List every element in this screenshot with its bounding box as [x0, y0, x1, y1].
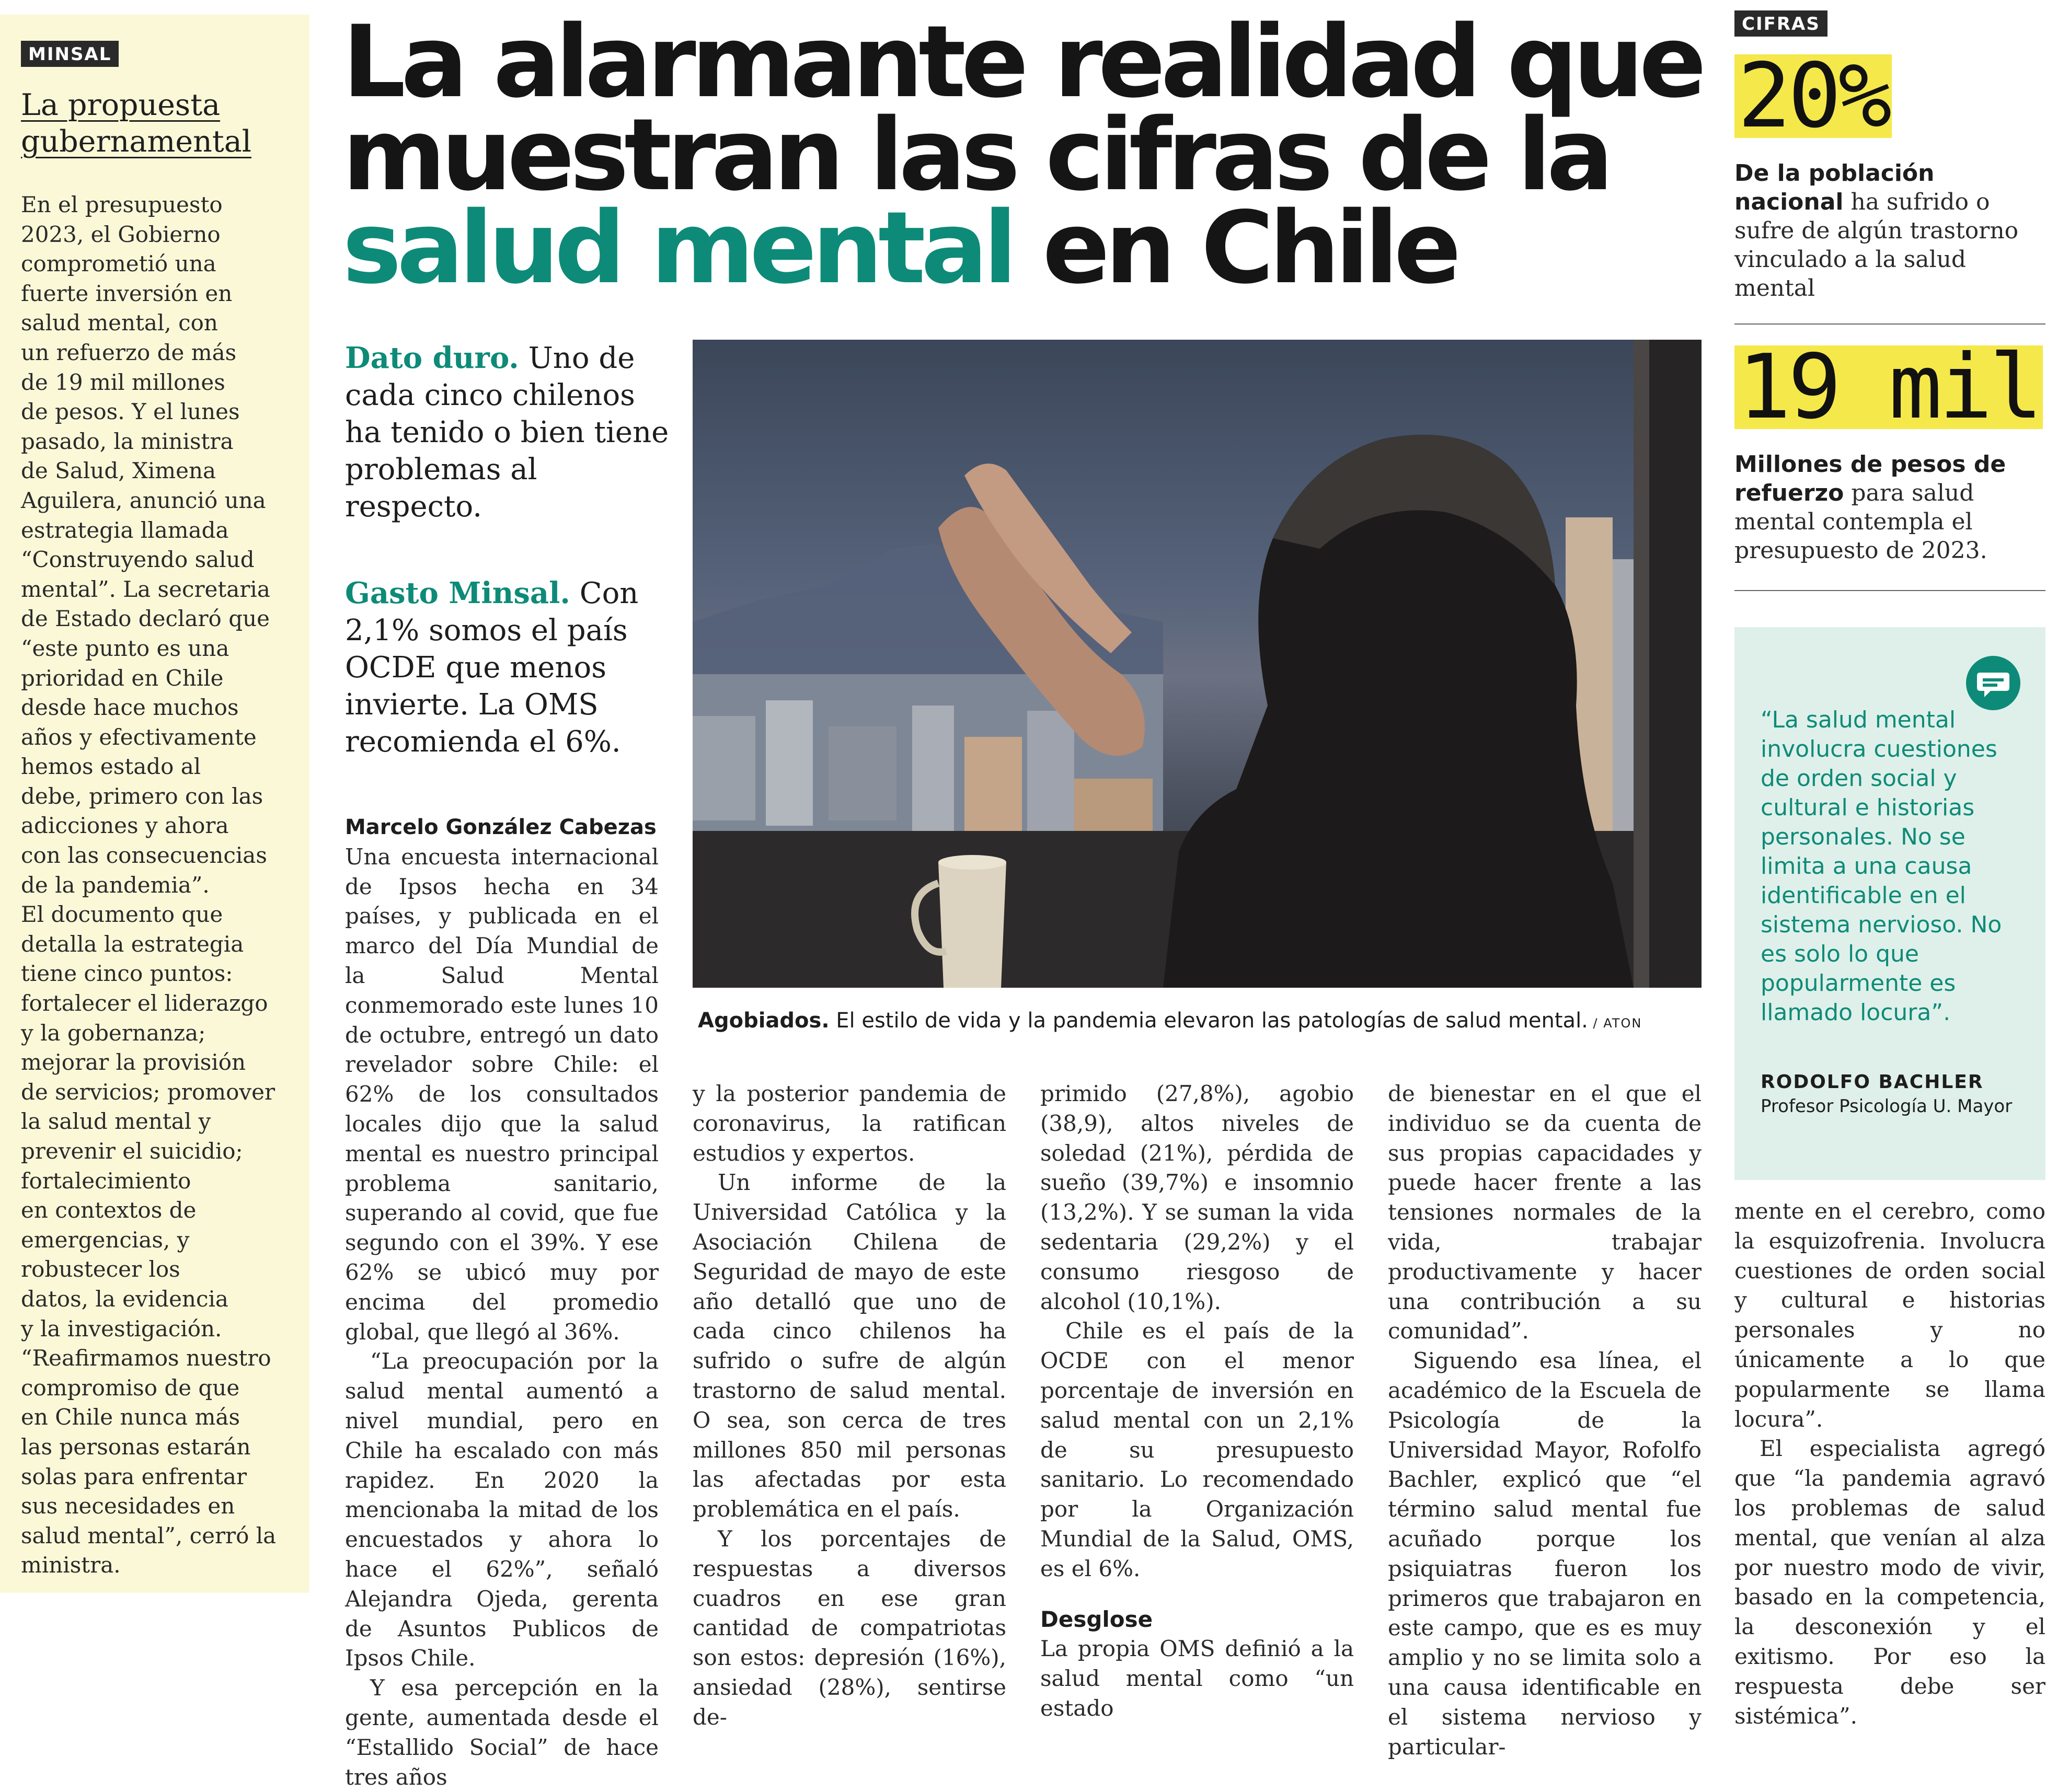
- stat-value-20-percent: 20%: [1734, 54, 1892, 138]
- article-paragraph: “La preocupación por la salud mental aumentó a nivel mundial, pero en Chile ha escalado con más rapidez. En 2020 la mencionaba la mitad de los encuestados y ahora lo hace el 62%”, señaló Alejandra Ojeda, gerenta de Asuntos Publicos de Ipsos Chile.: [345, 1348, 659, 1671]
- stat-text: ha sufrido o sufre de algún trastorno vinculado a la salud mental: [1734, 189, 2019, 302]
- quote-author-role: Profesor Psicología U. Mayor: [1761, 1096, 2013, 1117]
- caption-lead: Agobiados.: [698, 1009, 830, 1033]
- deck-text: Con 2,1% somos el país OCDE que menos invierte. La OMS recomienda el 6%.: [345, 576, 639, 759]
- deck-lead: Gasto Minsal.: [345, 576, 570, 610]
- headline-line-2: muestran las cifras de la: [342, 97, 1609, 213]
- article-paragraph: mente en el cerebro, como la esquizofrenia. Involucra cuestiones de orden social y cultural e historias personales y no únicamente a lo que popularmente se llama locura”.: [1734, 1198, 2045, 1432]
- sidebar-box: [0, 15, 309, 1593]
- sidebar-title-line: gubernamental: [21, 124, 251, 159]
- article-paragraph: Una encuesta internacional de Ipsos hecha en 34 países, y publicada en el marco del Día Mundial de la Salud Mental conmemorado este lunes 10 de octubre, entregó un dato revelador sobre Chile: el 62% de los consultados locales dijo que la salud mental es nuestro principal problema sanitario, superando al covid, que fue segundo con el 39%. Y ese 62% se ubicó muy por encima del promedio global, que llegó al 36%.: [345, 843, 659, 1345]
- speech-bubble-icon: [1964, 654, 2022, 712]
- article-paragraph: Y los porcentajes de respuestas a diversos cuadros en ese gran cantidad de compatriotas son estos: depresión (16%), ansiedad (28%), sentirse de-: [693, 1525, 1006, 1730]
- news-photo: [693, 340, 1702, 988]
- article-column-4: [1388, 1079, 1702, 1762]
- rail-kicker: CIFRAS: [1734, 10, 1827, 37]
- article-column-3: [1040, 1079, 1354, 1724]
- pull-quote: “La salud mental involucra cuestiones de orden social y cultural e historias personales. No se limita a una causa identificable en el sistema nervioso. No es solo lo que popularmente es llamado locura”.: [1761, 707, 2002, 1026]
- headline-line-3-rest: en Chile: [1013, 190, 1457, 306]
- article-paragraph: y la posterior pandemia de coronavirus, la ratifican estudios y expertos.: [693, 1081, 1006, 1166]
- sidebar-title: [21, 87, 289, 160]
- article-paragraph: Un informe de la Universidad Católica y la Asociación Chilena de Seguridad de mayo de este año detalló que uno de cada cinco chilenos ha sufrido o sufre de algún trastorno de salud mental. O sea, son cerca de tres millones 850 mil personas las afectadas por esta problemática en el país.: [693, 1170, 1006, 1522]
- deck-text: Uno de cada cinco chilenos ha tenido o bien tiene problemas al respecto.: [345, 341, 669, 524]
- article-paragraph: El especialista agregó que “la pandemia agravó los problemas de salud mental, que venían al alza por nuestro modo de vivir, basado en la competencia, la desconexión y el exitismo. Por eso la respuesta debe ser sistémica”.: [1734, 1436, 2045, 1729]
- sidebar-kicker: MINSAL: [21, 41, 119, 67]
- stat-description: [1734, 450, 2045, 565]
- byline: Marcelo González Cabezas: [345, 815, 657, 839]
- article-column-1: [345, 813, 659, 1792]
- stat-description: [1734, 159, 2045, 303]
- article-paragraph: Chile es el país de la OCDE con el menor porcentaje de inversión en salud mental con un 2,1% de su presupuesto sanitario. Lo recomendado por la Organización Mundial de la Salud, OMS, es el 6%.: [1040, 1318, 1354, 1581]
- headline: [342, 4, 1722, 306]
- headline-line-3: [342, 190, 1722, 306]
- deck-lead: Dato duro.: [345, 341, 519, 375]
- stat-text: para salud mental contempla el presupuesto de 2023.: [1734, 480, 1987, 564]
- article-paragraph: de bienestar en el que el individuo se da cuenta de sus propias capacidades y puede hacer frente a las tensiones normales de la vida, trabajar productivamente y hacer una contribución a su comunidad”.: [1388, 1081, 1702, 1344]
- article-column-2: [693, 1079, 1006, 1732]
- quote-box: [1734, 627, 2045, 1180]
- article-paragraph: La propia OMS definió a la salud mental como “un estado: [1040, 1636, 1354, 1721]
- article-paragraph: primido (27,8%), agobio (38,9), altos niveles de soledad (21%), pérdida de sueño (39,7%) e insomnio (13,2%). Y se suman la vida sedentaria (29,2%) y el consumo riesgoso de alcohol (10,1%).: [1040, 1081, 1354, 1314]
- caption-text: El estilo de vida y la pandemia elevaron las patologías de salud mental.: [829, 1009, 1588, 1033]
- sidebar-body: En el presupuesto 2023, el Gobierno comprometió una fuerte inversión en salud mental, con un refuerzo de más de 19 mil millones de pesos. Y el lunes pasado, la ministra de Salud, Ximena Aguilera, anunció una estrategia llamada “Construyendo salud mental”. La secretaria de Estado declaró que “este punto es una prioridad en Chile desde hace muchos años y efectivamente hemos estado al debe, primero con las adicciones y ahora con las consecuencias de la pandemia”. El documento que detalla la estrategia tiene cinco puntos: fortalecer el liderazgo y la gobernanza; mejorar la provisión de servicios; promover la salud mental y prevenir el suicidio; fortalecimiento en contextos de emergencias, y robustecer los datos, la evidencia y la investigación. “Reafirmamos nuestro compromiso de que en Chile nunca más las personas estarán solas para enfrentar sus necesidades en salud mental”, cerró la ministra.: [21, 192, 277, 1578]
- photo-illustration: [693, 340, 1702, 988]
- divider: [1734, 323, 2045, 325]
- deck-dato-duro: [345, 340, 674, 525]
- article-column-5: [1734, 1197, 2045, 1731]
- stat-bold: De la población nacional: [1734, 160, 1935, 215]
- article-paragraph: Y esa percepción en la gente, aumentada desde el “Estallido Social” de hace tres años: [345, 1675, 659, 1790]
- subhead-desglose: Desglose: [1040, 1606, 1153, 1632]
- quote-attribution: [1761, 1071, 2012, 1117]
- stat-value-19-mil: 19 mil: [1734, 345, 2043, 429]
- sidebar-title-line: La propuesta: [21, 88, 221, 122]
- stat-bold: Millones de pesos de refuerzo: [1734, 451, 2006, 506]
- headline-highlight: salud mental: [342, 190, 1013, 306]
- headline-line-1: La alarmante realidad que: [342, 4, 1702, 120]
- article-paragraph: Siguendo esa línea, el académico de la Escuela de Psicología de la Universidad Mayor, Rofolfo Bachler, explicó que “el término salud mental fue acuñado porque los psiquiatras fueron los primeros que trabajaron en este campo, que es es muy amplio y no se limita solo a una causa identificable en el sistema nervioso y particular-: [1388, 1348, 1702, 1760]
- quote-author-name: RODOLFO BACHLER: [1761, 1071, 1984, 1093]
- divider: [1734, 590, 2045, 591]
- deck-gasto-minsal: [345, 575, 674, 760]
- photo-caption: [698, 1009, 1707, 1033]
- cifras-rail: [1734, 10, 2045, 591]
- photo-credit: / ATON: [1588, 1016, 1642, 1031]
